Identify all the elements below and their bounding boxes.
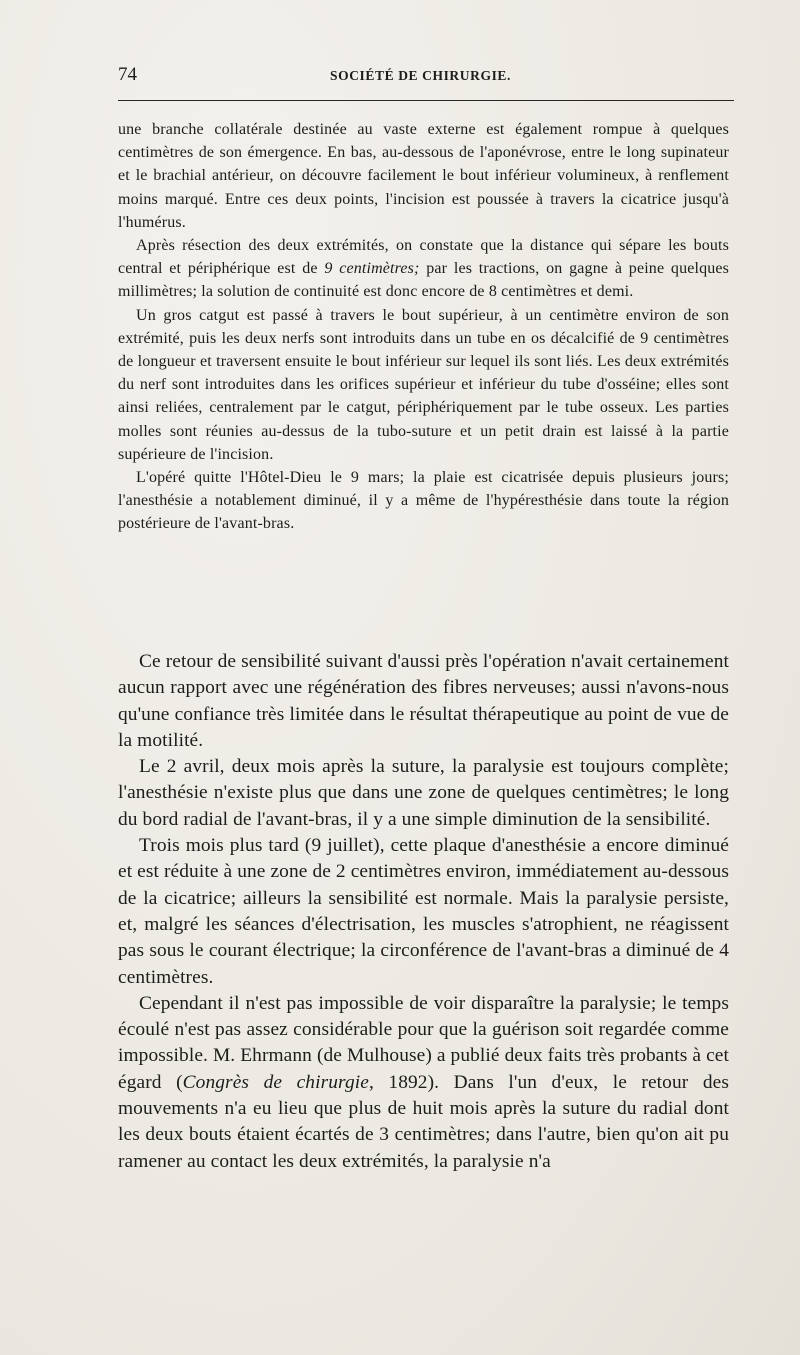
page-header (118, 62, 734, 90)
commentary-paragraph-4-end: , 1892). Dans l'un d'eux, le retour des mouvements n'a eu lieu que plus de huit mois après la suture du radial dont les deux bouts étaient écartés de 3 centimètres; dans l'autre, bien qu'on ait pu ramener au contact les deux extrémités, la paralysie n'a (118, 1071, 729, 1172)
commentary-paragraph-4-start: Cependant il n'est pas impossible de voir disparaître la paralysie; le temps écoulé n'est pas assez considérable pour que la guérison soit regardée comme impossible. M. Ehrmann (de Mulhouse) a publié deux faits très probants à cet égard ( (118, 992, 729, 1093)
case-paragraph-1: une branche collatérale destinée au vaste externe est également rompue à quelques centimètres de son émergence. En bas, au-dessous de l'aponévrose, entre le long supinateur et le brachial antérieur, on découvre facilement le bout inférieur volumineux, à renflement moins marqué. Entre ces deux points, l'incision est poussée à travers la cicatrice jusqu'à l'humérus. (118, 121, 729, 231)
running-head: SOCIÉTÉ DE CHIRURGIE. (330, 68, 512, 83)
commentary-paragraph-4 (118, 991, 729, 1175)
citation-title: Congrès de chirurgie (182, 1071, 369, 1093)
commentary-paragraph-2: Le 2 avril, deux mois après la suture, la paralysie est toujours complète; l'anesthésie n'existe plus que dans une zone de quelques centimètres; le long du bord radial de l'avant-bras, il y a une simple diminution de la sensibilité. (118, 756, 729, 830)
commentary-paragraph-3: Trois mois plus tard (9 juillet), cette plaque d'anesthésie a encore diminué et est réduite à une zone de 2 centimètres environ, immédiatement au-dessous de la cicatrice; ailleurs la sensibilité est normale. Mais la paralysie persiste, et, malgré les séances d'électrisation, les muscles s'atrophient, ne réagissent pas sous le courant électrique; la circonférence de l'avant-bras a diminué de 4 centimètres. (118, 835, 729, 988)
case-paragraph-3: Un gros catgut est passé à travers le bout supérieur, à un centimètre environ de son extrémité, puis les deux nerfs sont introduits dans un tube en os décalcifié de 9 centimètres de longueur et traversent ensuite le bout inférieur sur lequel ils sont liés. Les deux extrémités du nerf sont introduites dans les orifices supérieur et inférieur du tube d'osséine; elles sont ainsi reliées, centralement par le catgut, périphériquement par le tube osseux. Les parties molles sont réunies au-dessus de la tubo-suture et un petit drain est laissé à la partie supérieure de l'incision. (118, 306, 729, 463)
case-paragraph-2-end: par les tractions, on gagne à peine quelques millimètres; la solution de continuité est donc encore de 8 centimètres et demi. (118, 260, 730, 301)
case-paragraph-2-italic: 9 centimètres; (324, 260, 420, 278)
commentary-block (118, 649, 729, 1175)
header-rule (118, 100, 734, 101)
commentary-paragraph-1: Ce retour de sensibilité suivant d'aussi près l'opération n'avait certainement aucun rapport avec une régénération des fibres nerveuses; aussi n'avons-nous qu'une confiance très limitée dans le résultat thérapeutique au point de vue de la motilité. (118, 651, 729, 751)
case-notes-block (118, 118, 729, 536)
case-paragraph-2-start: Après résection des deux extrémités, on constate que la distance qui sépare les bouts central et périphérique est de (118, 237, 729, 278)
page-number: 74 (118, 64, 137, 85)
case-paragraph-4: L'opéré quitte l'Hôtel-Dieu le 9 mars; la plaie est cicatrisée depuis plusieurs jours; l'anesthésie a notablement diminué, il y a même de l'hypéresthésie dans toute la région postérieure de l'avant-bras. (118, 469, 729, 533)
case-paragraph-2 (118, 234, 729, 304)
